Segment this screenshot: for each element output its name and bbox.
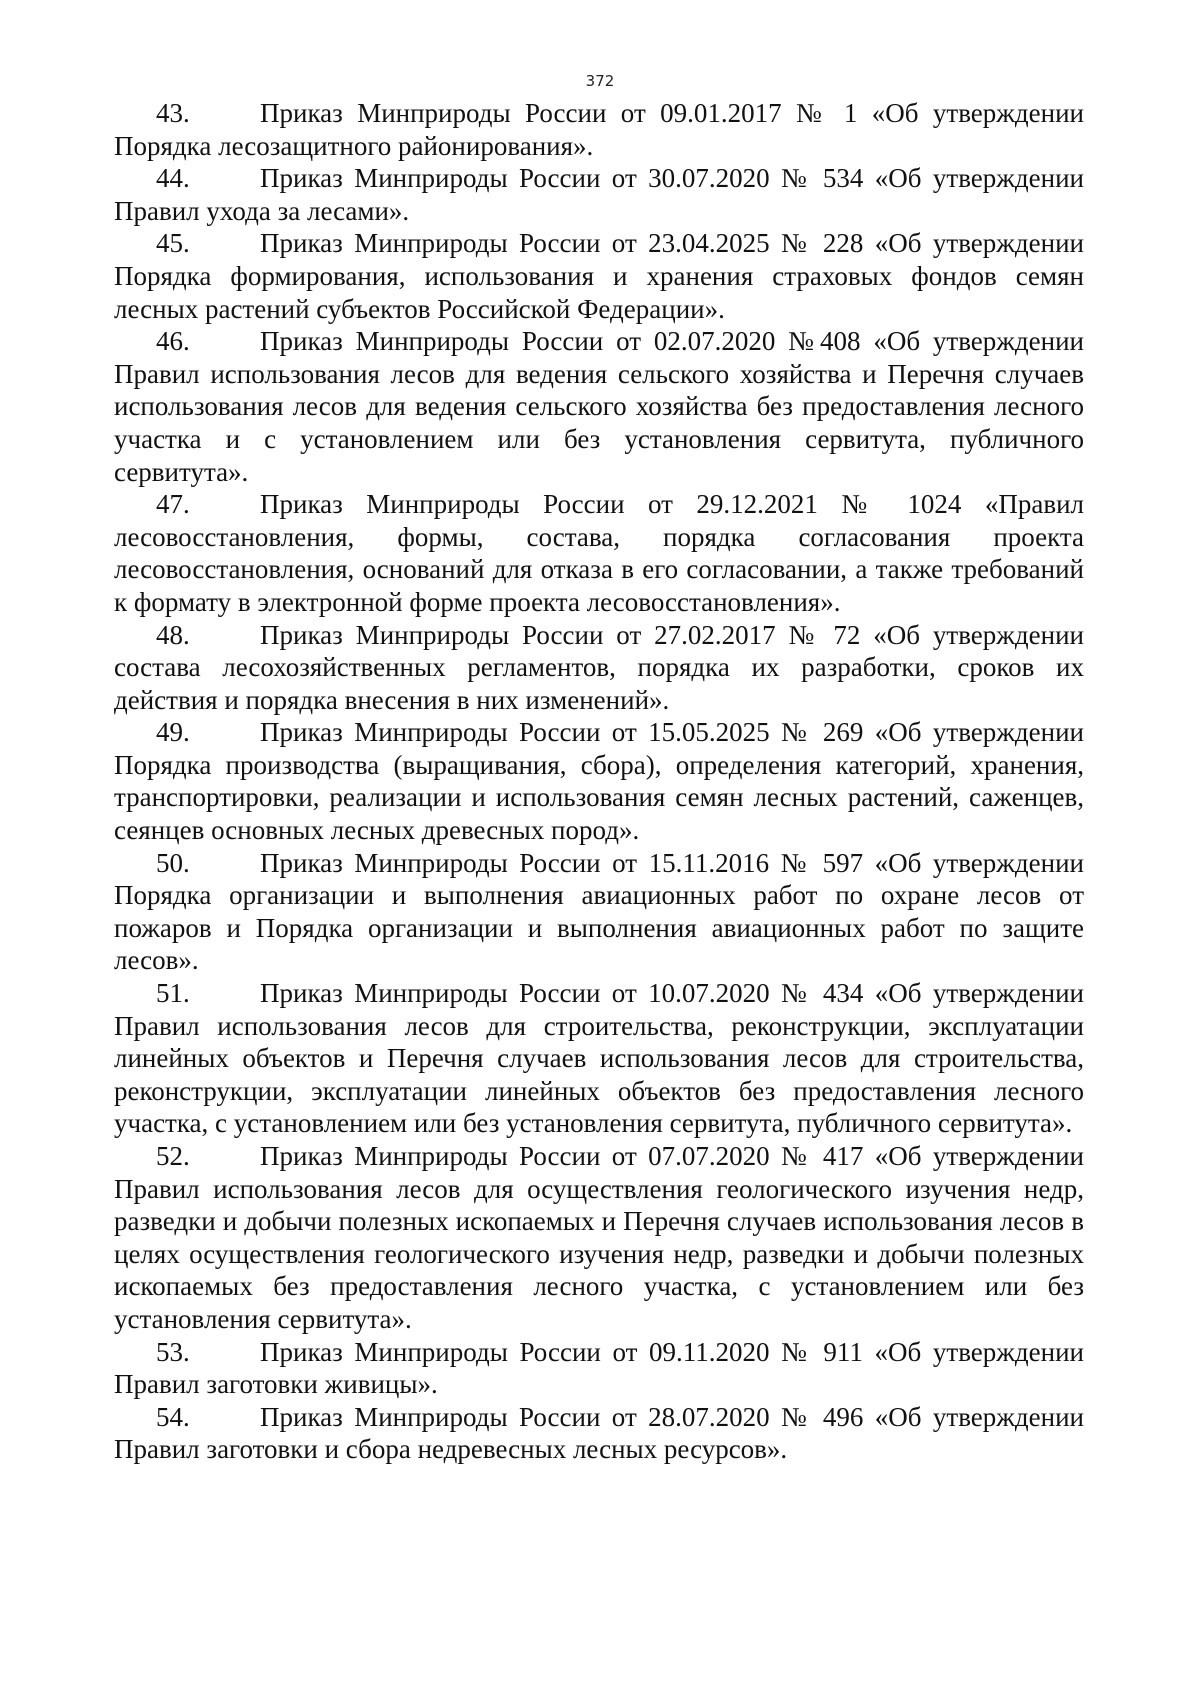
item-text: Приказ Минприроды России от 09.11.2020 № 911 «Об утверждении Правил заготовки живицы».: [114, 1336, 1084, 1400]
list-item: [114, 1140, 1084, 1336]
item-text: Приказ Минприроды России от 10.07.2020 № 434 «Об утверждении Правил использования лесов для строительства, реконструкции, эксплуатации линейных объектов и Перечня случаев использования лесов для строительства, реконструкции, эксплуатации линейных объектов без предоставления лесного участка, с установлением или без установления сервитута, публичного сервитута».: [114, 978, 1084, 1139]
list-item: [114, 1401, 1084, 1466]
item-text: Приказ Минприроды России от 27.02.2017 № 72 «Об утверждении состава лесохозяйственных регламентов, порядка их разработки, сроков их действия и порядка внесения в них изменений».: [114, 619, 1084, 715]
item-number: 43.: [156, 98, 190, 128]
item-number: 51.: [156, 978, 190, 1009]
item-text: Приказ Минприроды России от 28.07.2020 № 496 «Об утверждении Правил заготовки и сбора недревесных лесных ресурсов».: [114, 1401, 1084, 1465]
item-number: 45.: [156, 228, 190, 259]
item-text: Приказ Минприроды России от 23.04.2025 № 228 «Об утверждении Порядка формирования, использования и хранения страховых фондов семян лесных растений субъектов Российской Федерации».: [114, 228, 1084, 324]
item-text: Приказ Минприроды России от 07.07.2020 № 417 «Об утверждении Правил использования лесов для осуществления геологического изучения недр, разведки и добычи полезных ископаемых и Перечня случаев использования лесов в целях осуществления геологического изучения недр, разведки и добычи полезных ископаемых без предоставления лесного участка, с установлением или без установления сервитута».: [114, 1141, 1084, 1334]
list-item: [114, 977, 1084, 1140]
item-number: 50.: [156, 847, 190, 878]
item-number: 53.: [156, 1336, 190, 1367]
list-item: [114, 847, 1084, 977]
item-number: 52.: [156, 1141, 190, 1171]
item-text: Приказ Минприроды России от 15.11.2016 № 597 «Об утверждении Порядка организации и выполнения авиационных работ по охране лесов от пожаров и Порядка организации и выполнения авиационных работ по защите лесов».: [114, 847, 1084, 976]
list-item: [114, 97, 1084, 162]
list-item: [114, 227, 1084, 325]
item-text: Приказ Минприроды России от 29.12.2021 № 1024 «Правил лесовосстановления, формы, состава, порядка согласования проекта лесовосстановления, оснований для отказа в его согласовании, а также требований к формату в электронной форме проекта лесовосстановления».: [114, 489, 1084, 617]
item-number: 47.: [156, 489, 190, 520]
item-number: 46.: [156, 326, 190, 357]
list-item: [114, 1336, 1084, 1401]
item-number: 49.: [156, 717, 190, 748]
item-text: Приказ Минприроды России от 02.07.2020 №408 «Об утверждении Правил использования лесов для ведения сельского хозяйства и Перечня случаев использования лесов для ведения сельского хозяйства без предоставления лесного участка и с установлением или без установления сервитута, публичного сервитута».: [114, 326, 1084, 487]
page-number: 372: [585, 72, 615, 90]
item-text: Приказ Минприроды России от 15.05.2025 № 269 «Об утверждении Порядка производства (выращивания, сбора), определения категорий, хранения, транспортировки, реализации и использования семян лесных растений, саженцев, сеянцев основных лесных древесных пород».: [114, 717, 1084, 846]
list-item: [114, 619, 1084, 717]
list-item: [114, 488, 1084, 618]
item-text: Приказ Минприроды России от 09.01.2017 № 1 «Об утверждении Порядка лесозащитного районирования».: [114, 98, 1084, 161]
document-body: [114, 97, 1084, 1466]
list-item: [114, 162, 1084, 227]
item-number: 48.: [156, 619, 190, 650]
list-item: [114, 716, 1084, 846]
item-number: 44.: [156, 163, 190, 194]
item-number: 54.: [156, 1401, 190, 1432]
list-item: [114, 325, 1084, 488]
item-text: Приказ Минприроды России от 30.07.2020 № 534 «Об утверждении Правил ухода за лесами».: [114, 163, 1084, 226]
